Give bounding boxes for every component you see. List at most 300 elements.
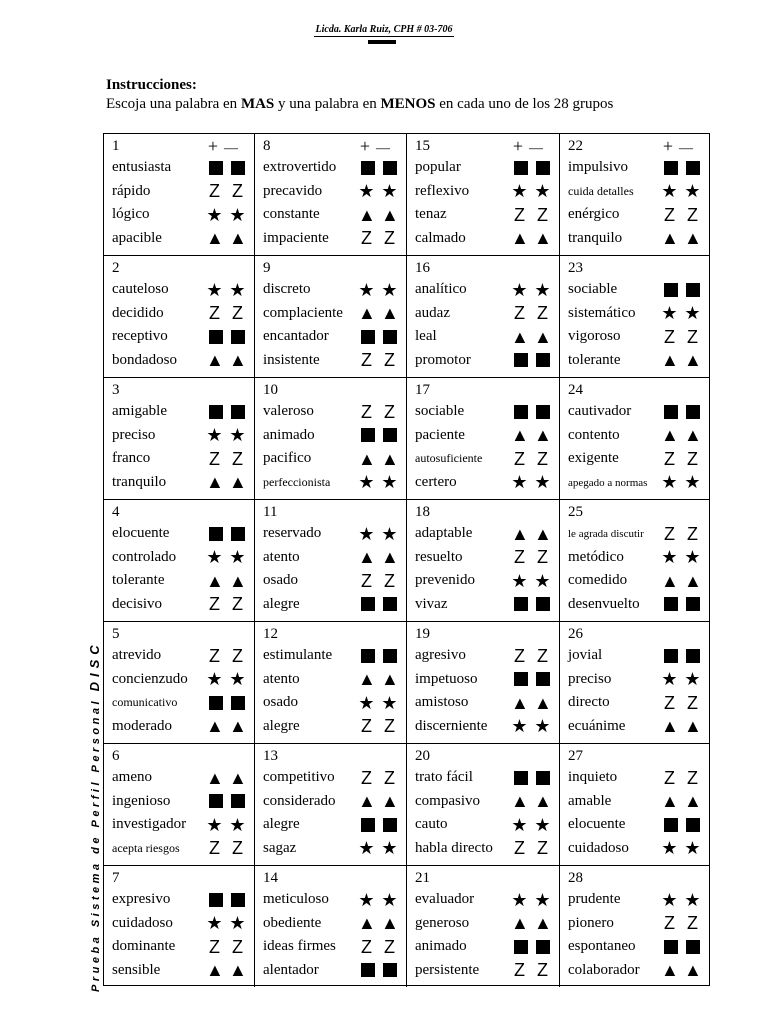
answer-boxes [661,715,701,739]
plus-z-icon[interactable]: Z [664,204,675,225]
word-row [112,935,254,959]
plus-square-icon[interactable] [361,818,375,832]
plus-triangle-icon[interactable]: ▲ [661,350,679,371]
word-label: apacible [112,229,162,246]
plus-square-icon[interactable] [209,405,223,419]
plus-star-icon[interactable]: ★ [511,716,528,737]
word-row [112,668,254,692]
plus-z-icon[interactable]: Z [514,645,525,666]
minus-z-icon[interactable]: Z [687,523,698,544]
answer-boxes [663,813,701,837]
plus-triangle-icon[interactable]: ▲ [511,523,529,544]
word-row [112,766,254,790]
word-row [112,227,254,251]
minus-star-icon[interactable]: ★ [381,279,398,300]
minus-triangle-icon[interactable]: ▲ [229,350,247,371]
plus-square-icon[interactable] [664,161,678,175]
minus-z-icon[interactable]: Z [687,448,698,469]
plus-triangle-icon[interactable]: ▲ [358,204,376,225]
plus-square-icon[interactable] [514,353,528,367]
plus-z-icon[interactable]: Z [514,547,525,568]
minus-z-icon[interactable]: Z [232,936,243,957]
plus-star-icon[interactable]: ★ [661,547,678,568]
word-label: contento [568,426,620,443]
minus-star-icon[interactable]: ★ [229,279,246,300]
plus-star-icon[interactable]: ★ [661,181,678,202]
word-row [112,790,254,814]
minus-triangle-icon[interactable]: ▲ [534,425,552,446]
minus-triangle-icon[interactable]: ▲ [534,913,552,934]
answer-boxes [358,691,398,715]
answer-boxes [360,593,398,617]
minus-star-icon[interactable]: ★ [534,472,551,493]
word-row [112,203,254,227]
group-cell [407,744,560,866]
minus-triangle-icon[interactable]: ▲ [381,303,399,324]
word-row [112,156,254,180]
answer-boxes [511,912,551,936]
minus-label: — [376,141,396,156]
answer-boxes [661,959,701,983]
plus-z-icon[interactable]: Z [361,228,372,249]
plus-square-icon[interactable] [514,161,528,175]
plus-star-icon[interactable]: ★ [206,913,223,934]
minus-star-icon[interactable]: ★ [534,889,551,910]
minus-square-icon[interactable] [383,649,397,663]
instructions-text [106,96,613,113]
answer-boxes [360,424,398,448]
plus-z-icon[interactable]: Z [514,303,525,324]
group-number: 14 [263,870,278,886]
plus-star-icon[interactable]: ★ [206,279,223,300]
plus-triangle-icon[interactable]: ▲ [358,913,376,934]
plus-star-icon[interactable]: ★ [358,472,375,493]
plus-star-icon[interactable]: ★ [358,838,375,859]
minus-triangle-icon[interactable]: ▲ [684,716,702,737]
group-number: 26 [568,626,583,642]
plus-triangle-icon[interactable]: ▲ [661,425,679,446]
plus-z-icon[interactable]: Z [209,303,220,324]
minus-triangle-icon[interactable]: ▲ [534,228,552,249]
plus-square-icon[interactable] [664,818,678,832]
minus-star-icon[interactable]: ★ [381,472,398,493]
plus-triangle-icon[interactable]: ▲ [661,960,679,981]
plus-triangle-icon[interactable]: ▲ [206,767,224,788]
word-row [415,156,559,180]
plus-square-icon[interactable] [514,672,528,686]
plus-triangle-icon[interactable]: ▲ [661,570,679,591]
minus-star-icon[interactable]: ★ [684,547,701,568]
answer-boxes [661,471,701,495]
word-row [568,959,709,983]
answer-boxes [206,644,246,668]
plus-triangle-icon[interactable]: ▲ [511,326,529,347]
minus-triangle-icon[interactable]: ▲ [684,791,702,812]
answer-boxes [511,644,551,668]
minus-star-icon[interactable]: ★ [381,523,398,544]
word-label: prevenido [415,572,475,588]
minus-square-icon[interactable] [383,818,397,832]
plus-z-icon[interactable]: Z [361,401,372,422]
minus-square-icon[interactable] [383,597,397,611]
minus-z-icon[interactable]: Z [537,838,548,859]
word-row [263,546,406,570]
plus-triangle-icon[interactable]: ▲ [358,303,376,324]
plus-z-icon[interactable]: Z [664,523,675,544]
minus-square-icon[interactable] [536,161,550,175]
answer-boxes [358,180,398,204]
plus-triangle-icon[interactable]: ▲ [206,960,224,981]
minus-z-icon[interactable]: Z [384,936,395,957]
plus-square-icon[interactable] [209,893,223,907]
answer-boxes [661,325,701,349]
minus-triangle-icon[interactable]: ▲ [381,204,399,225]
minus-z-icon[interactable]: Z [232,303,243,324]
minus-square-icon[interactable] [686,818,700,832]
minus-triangle-icon[interactable]: ▲ [229,960,247,981]
answer-boxes [206,813,246,837]
plus-triangle-icon[interactable]: ▲ [511,425,529,446]
word-label: pacifico [263,450,312,466]
word-label: ideas firmes [263,938,336,954]
plus-triangle-icon[interactable]: ▲ [511,913,529,934]
plus-star-icon[interactable]: ★ [206,814,223,835]
minus-label: — [224,141,244,156]
word-label: comunicativo [112,695,178,709]
minus-triangle-icon[interactable]: ▲ [534,326,552,347]
plus-triangle-icon[interactable]: ▲ [358,791,376,812]
minus-triangle-icon[interactable]: ▲ [381,791,399,812]
plus-star-icon[interactable]: ★ [661,889,678,910]
minus-square-icon[interactable] [686,405,700,419]
answer-boxes [663,644,701,668]
plus-z-icon[interactable]: Z [361,350,372,371]
minus-square-icon[interactable] [536,771,550,785]
plus-square-icon[interactable] [209,161,223,175]
plus-z-icon[interactable]: Z [514,838,525,859]
minus-z-icon[interactable]: Z [687,767,698,788]
minus-z-icon[interactable]: Z [687,913,698,934]
minus-square-icon[interactable] [686,161,700,175]
plus-square-icon[interactable] [361,330,375,344]
word-label: paciente [415,426,465,443]
word-row [568,644,709,668]
plus-z-icon[interactable]: Z [361,716,372,737]
minus-square-icon[interactable] [231,893,245,907]
minus-triangle-icon[interactable]: ▲ [684,570,702,591]
minus-square-icon[interactable] [231,794,245,808]
plus-star-icon[interactable]: ★ [661,472,678,493]
minus-z-icon[interactable]: Z [232,594,243,615]
minus-star-icon[interactable]: ★ [229,913,246,934]
plus-square-icon[interactable] [664,940,678,954]
minus-star-icon[interactable]: ★ [534,181,551,202]
minus-star-icon[interactable]: ★ [381,889,398,910]
minus-z-icon[interactable]: Z [384,401,395,422]
plus-square-icon[interactable] [514,771,528,785]
minus-star-icon[interactable]: ★ [684,838,701,859]
minus-square-icon[interactable] [536,405,550,419]
word-label: trato fácil [415,769,473,785]
plus-z-icon[interactable]: Z [361,767,372,788]
plus-z-icon[interactable]: Z [209,936,220,957]
minus-z-icon[interactable]: Z [384,716,395,737]
plus-z-icon[interactable]: Z [514,960,525,981]
instructions-mas: MAS [240,96,275,112]
minus-star-icon[interactable]: ★ [684,889,701,910]
answer-boxes [206,302,246,326]
plus-star-icon[interactable]: ★ [358,692,375,713]
plus-star-icon[interactable]: ★ [511,889,528,910]
minus-triangle-icon[interactable]: ▲ [229,472,247,493]
minus-square-icon[interactable] [686,283,700,297]
plus-triangle-icon[interactable]: ▲ [206,570,224,591]
plus-star-icon[interactable]: ★ [661,838,678,859]
plus-square-icon[interactable] [209,696,223,710]
plus-star-icon[interactable]: ★ [358,889,375,910]
plus-z-icon[interactable]: Z [664,448,675,469]
plus-star-icon[interactable]: ★ [358,523,375,544]
minus-square-icon[interactable] [686,649,700,663]
plus-star-icon[interactable]: ★ [511,181,528,202]
answer-boxes [208,325,246,349]
minus-square-icon[interactable] [383,963,397,977]
word-row [415,790,559,814]
answer-boxes [206,546,246,570]
plus-square-icon[interactable] [361,597,375,611]
minus-triangle-icon[interactable]: ▲ [381,669,399,690]
minus-z-icon[interactable]: Z [384,350,395,371]
minus-star-icon[interactable]: ★ [534,570,551,591]
answer-boxes [663,156,701,180]
word-label: atrevido [112,647,162,663]
minus-square-icon[interactable] [231,330,245,344]
word-row [263,349,406,373]
word-row [568,424,709,448]
plus-z-icon[interactable]: Z [209,594,220,615]
minus-square-icon[interactable] [231,405,245,419]
plus-z-icon[interactable]: Z [664,326,675,347]
plus-star-icon[interactable]: ★ [206,204,223,225]
minus-star-icon[interactable]: ★ [534,279,551,300]
group-number: 12 [263,626,278,642]
plus-square-icon[interactable] [664,649,678,663]
group-cell [560,622,709,744]
word-row [112,349,254,373]
minus-triangle-icon[interactable]: ▲ [534,791,552,812]
word-row [263,644,406,668]
minus-triangle-icon[interactable]: ▲ [684,350,702,371]
plus-square-icon[interactable] [514,940,528,954]
plus-triangle-icon[interactable]: ▲ [358,669,376,690]
word-label: cautivador [568,403,632,419]
minus-star-icon[interactable]: ★ [534,716,551,737]
minus-star-icon[interactable]: ★ [229,547,246,568]
minus-triangle-icon[interactable]: ▲ [684,960,702,981]
minus-z-icon[interactable]: Z [537,547,548,568]
word-label: adaptable [415,525,473,541]
plus-z-icon[interactable]: Z [664,692,675,713]
word-label: exigente [568,450,619,466]
minus-star-icon[interactable]: ★ [684,303,701,324]
minus-square-icon[interactable] [686,597,700,611]
word-row [263,691,406,715]
plus-star-icon[interactable]: ★ [206,547,223,568]
minus-star-icon[interactable]: ★ [534,814,551,835]
plus-star-icon[interactable]: ★ [511,472,528,493]
plus-triangle-icon[interactable]: ▲ [661,228,679,249]
plus-star-icon[interactable]: ★ [511,279,528,300]
plus-z-icon[interactable]: Z [209,645,220,666]
word-row [263,203,406,227]
plus-z-icon[interactable]: Z [514,204,525,225]
minus-z-icon[interactable]: Z [232,181,243,202]
minus-triangle-icon[interactable]: ▲ [229,570,247,591]
answer-boxes [358,912,398,936]
minus-star-icon[interactable]: ★ [229,814,246,835]
plus-square-icon[interactable] [664,597,678,611]
answer-boxes [661,668,701,692]
minus-triangle-icon[interactable]: ▲ [534,523,552,544]
plus-square-icon[interactable] [361,649,375,663]
minus-star-icon[interactable]: ★ [684,181,701,202]
minus-z-icon[interactable]: Z [384,228,395,249]
plus-triangle-icon[interactable]: ▲ [206,228,224,249]
minus-triangle-icon[interactable]: ▲ [229,228,247,249]
plus-square-icon[interactable] [361,428,375,442]
word-label: amigable [112,403,167,419]
word-row [415,302,559,326]
plus-star-icon[interactable]: ★ [661,303,678,324]
answer-boxes [360,156,398,180]
minus-star-icon[interactable]: ★ [684,669,701,690]
minus-z-icon[interactable]: Z [687,326,698,347]
plus-square-icon[interactable] [664,405,678,419]
minus-triangle-icon[interactable]: ▲ [684,425,702,446]
plus-square-icon[interactable] [361,161,375,175]
plus-star-icon[interactable]: ★ [206,669,223,690]
plus-star-icon[interactable]: ★ [358,181,375,202]
minus-square-icon[interactable] [383,161,397,175]
minus-square-icon[interactable] [536,353,550,367]
minus-square-icon[interactable] [383,330,397,344]
minus-triangle-icon[interactable]: ▲ [229,767,247,788]
instructions-text-part: en cada uno de los 28 grupos [435,96,614,112]
minus-triangle-icon[interactable]: ▲ [381,448,399,469]
plus-triangle-icon[interactable]: ▲ [661,716,679,737]
minus-z-icon[interactable]: Z [537,448,548,469]
minus-triangle-icon[interactable]: ▲ [229,716,247,737]
word-row [415,400,559,424]
minus-star-icon[interactable]: ★ [381,838,398,859]
minus-square-icon[interactable] [536,672,550,686]
plus-star-icon[interactable]: ★ [358,279,375,300]
plus-z-icon[interactable]: Z [664,913,675,934]
plus-triangle-icon[interactable]: ▲ [358,547,376,568]
plus-square-icon[interactable] [209,330,223,344]
minus-square-icon[interactable] [231,161,245,175]
plus-square-icon[interactable] [514,597,528,611]
minus-z-icon[interactable]: Z [537,960,548,981]
minus-z-icon[interactable]: Z [537,645,548,666]
plus-triangle-icon[interactable]: ▲ [206,350,224,371]
plus-square-icon[interactable] [209,794,223,808]
plus-z-icon[interactable]: Z [209,181,220,202]
plus-square-icon[interactable] [361,963,375,977]
minus-square-icon[interactable] [536,940,550,954]
minus-z-icon[interactable]: Z [537,204,548,225]
minus-star-icon[interactable]: ★ [229,204,246,225]
minus-z-icon[interactable]: Z [537,303,548,324]
minus-square-icon[interactable] [383,428,397,442]
minus-star-icon[interactable]: ★ [229,425,246,446]
minus-z-icon[interactable]: Z [232,448,243,469]
word-row [568,400,709,424]
answer-boxes [358,227,398,251]
minus-triangle-icon[interactable]: ▲ [534,692,552,713]
plus-triangle-icon[interactable]: ▲ [511,791,529,812]
plus-z-icon[interactable]: Z [209,838,220,859]
minus-star-icon[interactable]: ★ [229,669,246,690]
plus-triangle-icon[interactable]: ▲ [358,448,376,469]
minus-square-icon[interactable] [686,940,700,954]
minus-star-icon[interactable]: ★ [381,692,398,713]
plus-z-icon[interactable]: Z [361,936,372,957]
plus-z-icon[interactable]: Z [361,570,372,591]
plus-z-icon[interactable]: Z [209,448,220,469]
word-row [415,325,559,349]
minus-z-icon[interactable]: Z [687,204,698,225]
plus-star-icon[interactable]: ★ [206,425,223,446]
answer-boxes [206,569,246,593]
minus-z-icon[interactable]: Z [232,645,243,666]
word-label: concienzudo [112,670,188,687]
minus-square-icon[interactable] [536,597,550,611]
plus-triangle-icon[interactable]: ▲ [206,716,224,737]
plus-star-icon[interactable]: ★ [511,814,528,835]
plus-square-icon[interactable] [514,405,528,419]
answer-boxes [358,522,398,546]
minus-z-icon[interactable]: Z [384,570,395,591]
minus-z-icon[interactable]: Z [384,767,395,788]
plus-triangle-icon[interactable]: ▲ [511,692,529,713]
plus-star-icon[interactable]: ★ [511,570,528,591]
minus-triangle-icon[interactable]: ▲ [684,228,702,249]
group-number: 2 [112,260,120,276]
plus-square-icon[interactable] [209,527,223,541]
word-row [568,349,709,373]
word-label: enérgico [568,206,620,222]
plus-triangle-icon[interactable]: ▲ [511,228,529,249]
group-cell [255,744,407,866]
plus-z-icon[interactable]: Z [514,448,525,469]
minus-star-icon[interactable]: ★ [684,472,701,493]
minus-z-icon[interactable]: Z [687,692,698,713]
plus-z-icon[interactable]: Z [664,767,675,788]
minus-square-icon[interactable] [231,696,245,710]
plus-star-icon[interactable]: ★ [661,669,678,690]
minus-triangle-icon[interactable]: ▲ [381,913,399,934]
plus-triangle-icon[interactable]: ▲ [206,472,224,493]
plus-triangle-icon[interactable]: ▲ [661,791,679,812]
word-row [263,302,406,326]
minus-z-icon[interactable]: Z [232,838,243,859]
plus-square-icon[interactable] [664,283,678,297]
minus-triangle-icon[interactable]: ▲ [381,547,399,568]
answer-boxes [661,227,701,251]
minus-square-icon[interactable] [231,527,245,541]
minus-star-icon[interactable]: ★ [381,181,398,202]
